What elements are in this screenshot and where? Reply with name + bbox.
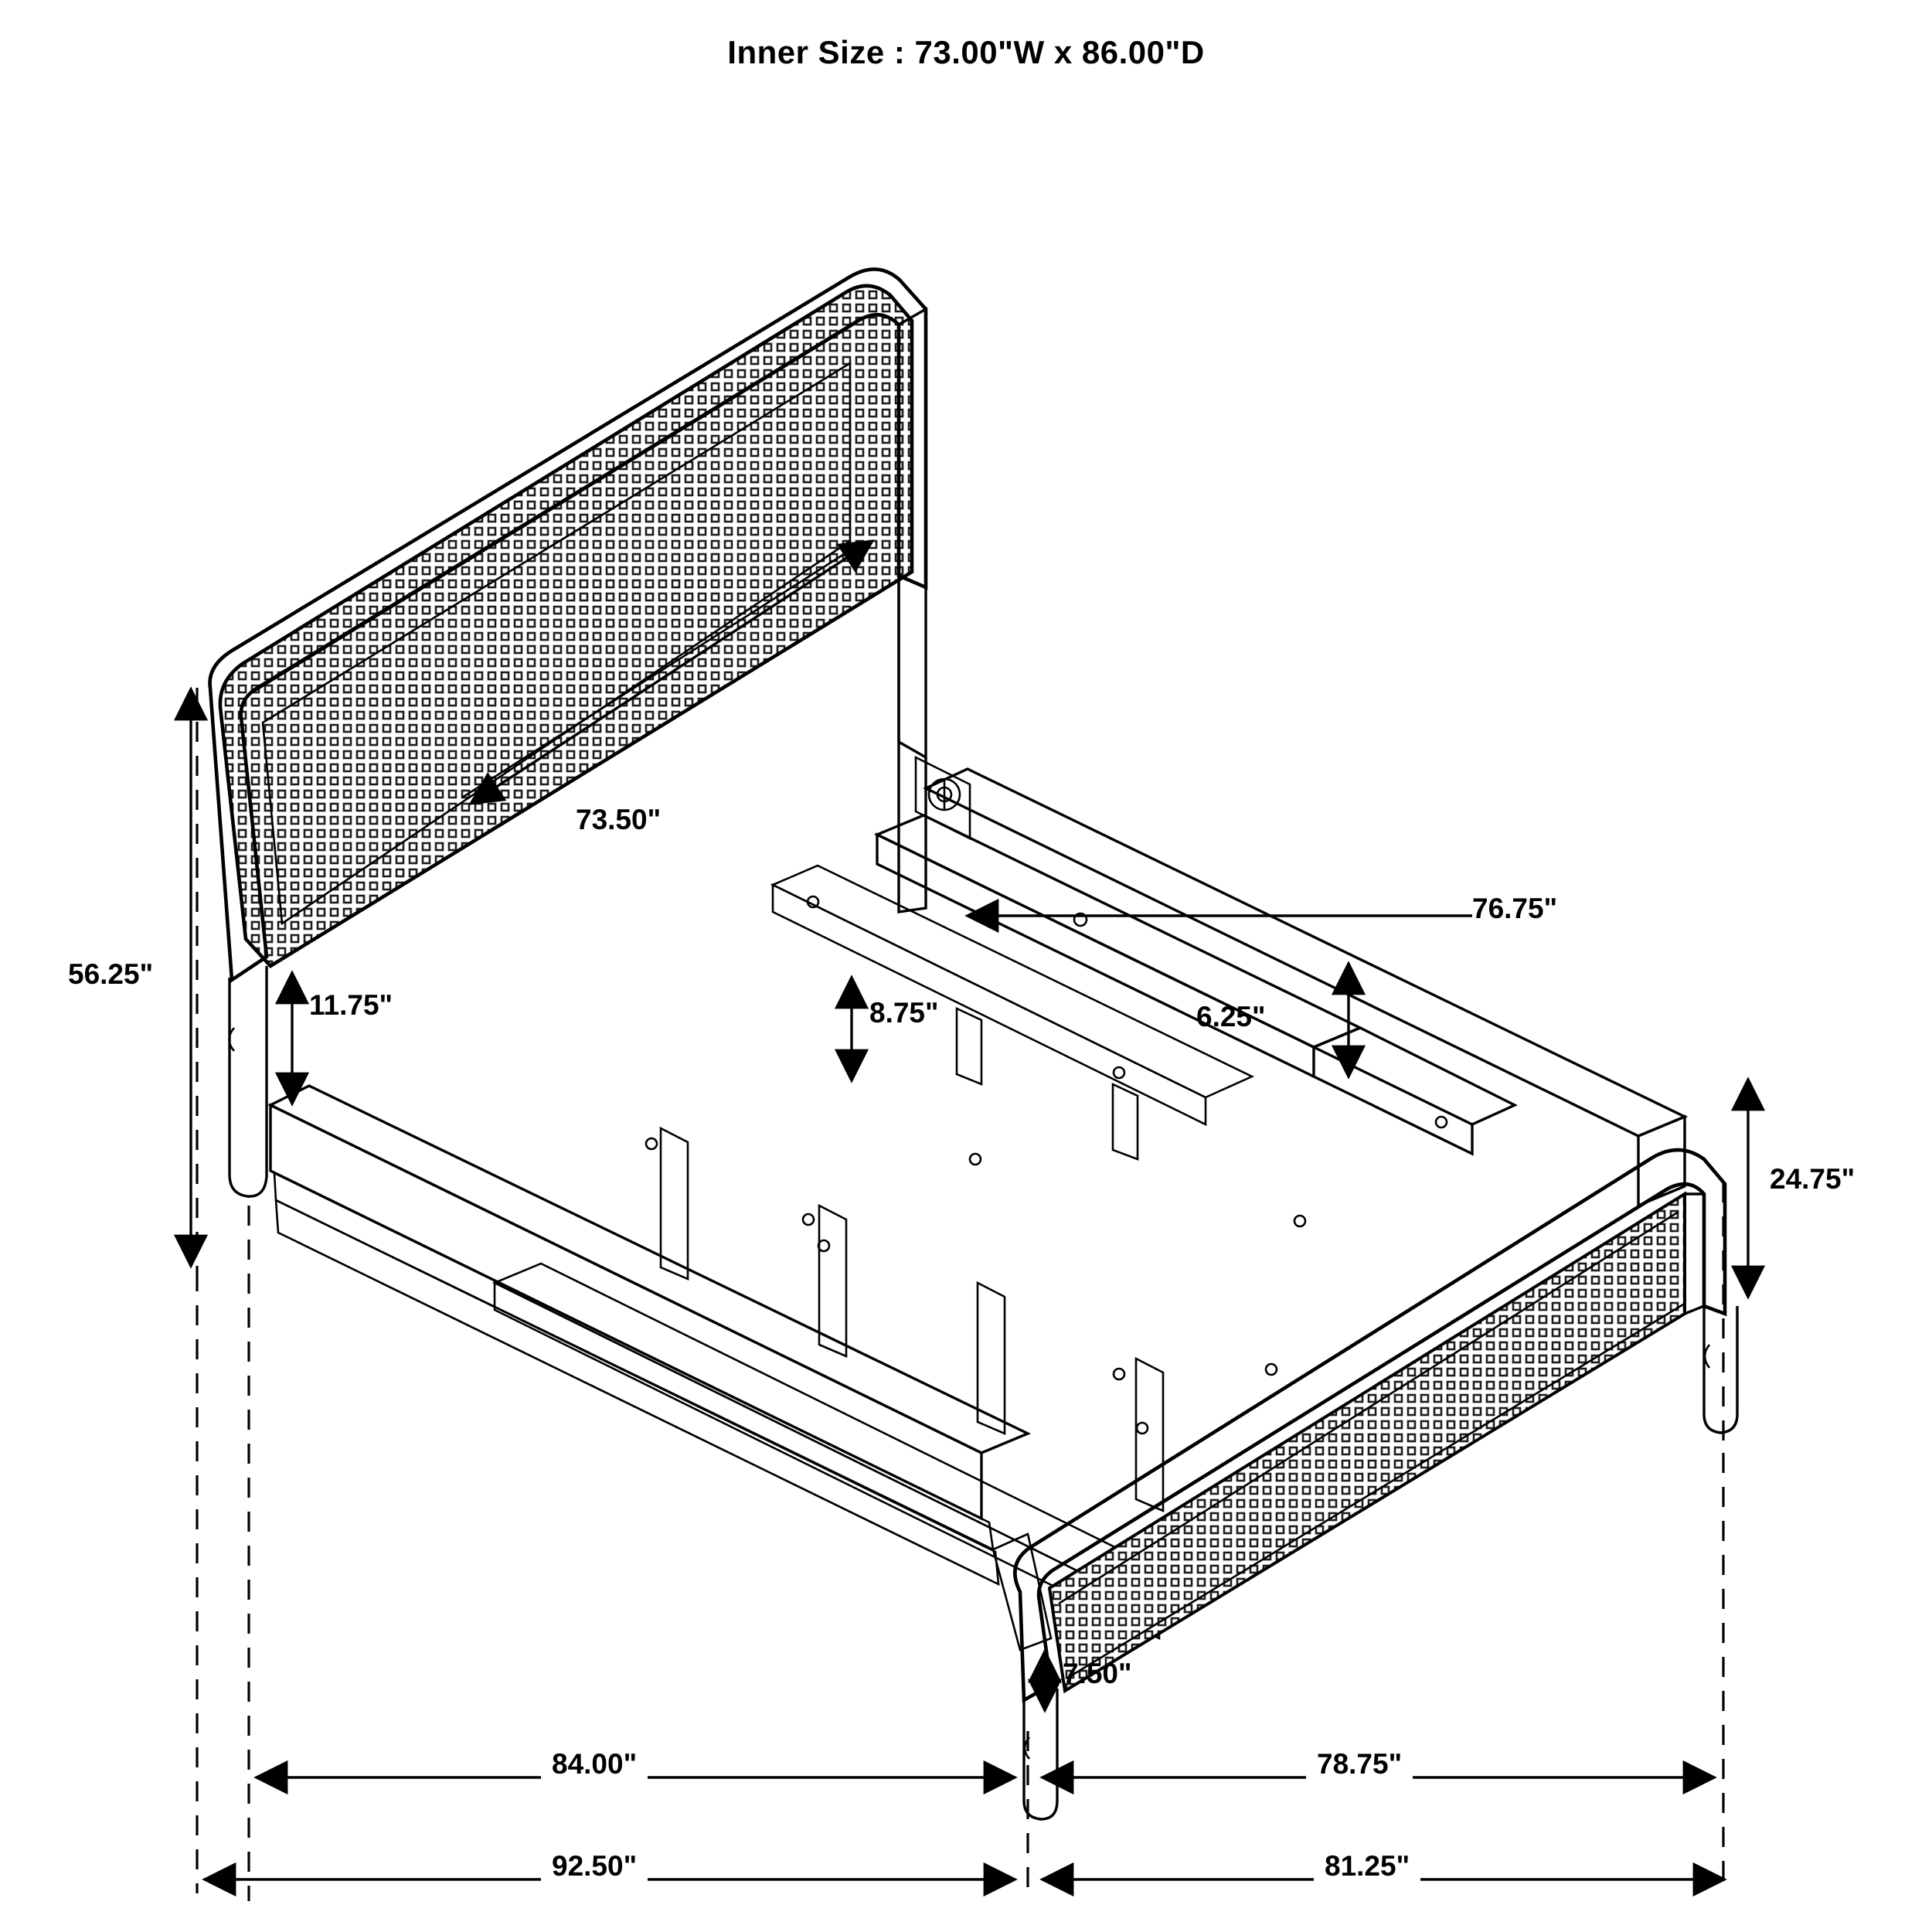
dimension-label-slat-clearance: 8.75"	[869, 997, 939, 1029]
bed-deck-assembly	[270, 757, 1685, 1650]
dimension-label-width-overall: 81.25"	[1314, 1850, 1420, 1883]
page-title: Inner Size : 73.00"W x 86.00"D	[727, 34, 1205, 70]
headboard-assembly	[210, 269, 926, 1196]
dimension-label-deck-to-headboard-top: 11.75"	[309, 989, 393, 1021]
dimension-label-side-rail-length: 76.75"	[1472, 893, 1558, 924]
dimension-label-footboard-height: 24.75"	[1770, 1163, 1855, 1195]
dimension-label-width-front: 78.75"	[1306, 1748, 1413, 1781]
dimension-label-headboard-height: 56.25"	[68, 958, 154, 990]
dimension-label-rail-offset: 6.25"	[1196, 1001, 1266, 1032]
footboard-assembly	[1015, 1150, 1737, 1819]
dimension-label-depth-overall: 92.50"	[541, 1850, 648, 1883]
dimension-label-footboard-ground-clearance: 7.50"	[1063, 1658, 1132, 1689]
dimension-label-headboard-panel-width: 73.50"	[576, 804, 662, 835]
dimension-label-depth-front: 84.00"	[541, 1748, 648, 1781]
